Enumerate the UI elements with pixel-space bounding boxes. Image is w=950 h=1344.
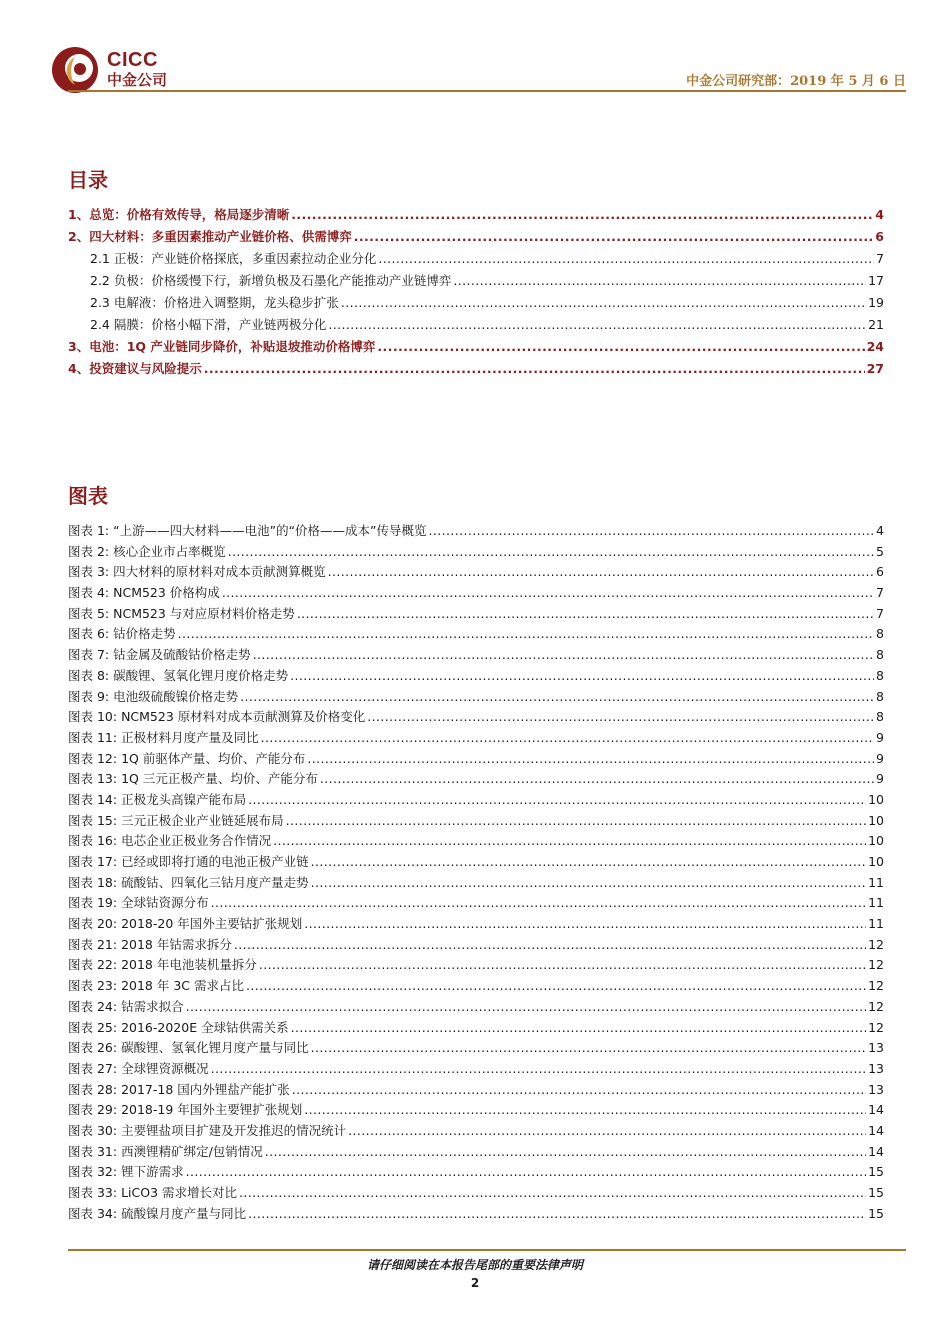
figure-entry-page: 10 bbox=[868, 791, 884, 807]
figure-entry[interactable] bbox=[68, 852, 884, 873]
dot-leader bbox=[291, 204, 873, 226]
dot-leader bbox=[186, 997, 867, 1018]
figure-entry[interactable] bbox=[68, 1080, 884, 1101]
toc-entry-label: 1、总览：价格有效传导，格局逐步清晰 bbox=[68, 207, 290, 222]
dot-leader bbox=[292, 1080, 866, 1101]
figure-entry-page: 8 bbox=[876, 688, 884, 704]
toc-entry[interactable] bbox=[68, 248, 884, 270]
toc-entry-page: 6 bbox=[875, 229, 884, 244]
figure-entry-page: 14 bbox=[868, 1143, 884, 1159]
toc-entry-label: 2.4 隔膜：价格小幅下滑，产业链两极分化 bbox=[90, 317, 327, 332]
figure-entry[interactable] bbox=[68, 997, 884, 1018]
dot-leader bbox=[211, 893, 867, 914]
dot-leader bbox=[311, 852, 867, 873]
dot-leader bbox=[239, 1183, 866, 1204]
dot-leader bbox=[228, 542, 874, 563]
toc-entry[interactable] bbox=[68, 336, 884, 358]
toc-entry[interactable] bbox=[68, 204, 884, 226]
table-of-contents bbox=[68, 204, 884, 380]
figure-entry-page: 15 bbox=[868, 1185, 884, 1200]
figure-entry-page: 13 bbox=[868, 1060, 884, 1076]
dot-leader bbox=[348, 1121, 866, 1142]
figure-entry-page: 7 bbox=[876, 605, 884, 621]
dot-leader bbox=[211, 1059, 867, 1080]
figure-entry-label: 图表 19: 全球钴资源分布 bbox=[68, 895, 209, 911]
dot-leader bbox=[341, 292, 866, 314]
dot-leader bbox=[248, 1204, 866, 1225]
figure-entry-label: 图表 7: 钴金属及硫酸钴价格走势 bbox=[68, 647, 251, 663]
dot-leader bbox=[204, 358, 865, 380]
figure-entry[interactable] bbox=[68, 769, 884, 790]
logo-text: CICC bbox=[107, 49, 158, 71]
figure-entry-label: 图表 34: 硫酸镍月度产量与同比 bbox=[68, 1205, 247, 1221]
logo-chinese-text: 中金公司 bbox=[107, 71, 168, 89]
figure-entry[interactable] bbox=[68, 1142, 884, 1163]
figure-entry-label: 图表 12: 1Q 前驱体产量、均价、产能分布 bbox=[68, 750, 306, 766]
toc-entry-label: 2.1 正极：产业链价格探底，多重因素拉动企业分化 bbox=[90, 251, 377, 266]
figure-entry[interactable] bbox=[68, 542, 884, 563]
figure-entry-label: 图表 21: 2018 年钴需求拆分 bbox=[68, 936, 232, 952]
dot-leader bbox=[265, 1142, 866, 1163]
dot-leader bbox=[328, 562, 874, 583]
figure-entry-page: 14 bbox=[868, 1102, 884, 1118]
dot-leader bbox=[311, 873, 867, 894]
legal-notice: 请仔细阅读在本报告尾部的重要法律声明 bbox=[366, 1258, 583, 1272]
dot-leader bbox=[240, 687, 874, 708]
figure-entry[interactable] bbox=[68, 604, 884, 625]
figure-entry-page: 13 bbox=[868, 1040, 884, 1056]
dot-leader bbox=[248, 790, 866, 811]
toc-entry-page: 17 bbox=[868, 273, 884, 288]
figure-entry[interactable] bbox=[68, 1100, 884, 1121]
toc-entry-label: 2.2 负极：价格缓慢下行，新增负极及石墨化产能推动产业链博弈 bbox=[90, 273, 452, 288]
dot-leader bbox=[453, 270, 866, 292]
figure-entry-label: 图表 5: NCM523 与对应原材料价格走势 bbox=[68, 605, 295, 621]
figure-entry[interactable] bbox=[68, 893, 884, 914]
figure-entry[interactable] bbox=[68, 976, 884, 997]
toc-entry[interactable] bbox=[68, 314, 884, 336]
figure-entry[interactable] bbox=[68, 873, 884, 894]
dot-leader bbox=[222, 583, 874, 604]
dot-leader bbox=[286, 811, 867, 832]
figure-entry-page: 14 bbox=[868, 1122, 884, 1138]
figure-entry[interactable] bbox=[68, 935, 884, 956]
figures-title: 图表 bbox=[68, 484, 108, 508]
figure-entry-label: 图表 10: NCM523 原材料对成本贡献测算及价格变化 bbox=[68, 709, 366, 725]
figure-entry-page: 8 bbox=[876, 667, 884, 683]
figure-entry-label: 图表 9: 电池级硫酸镍价格走势 bbox=[68, 688, 239, 704]
figure-entry-page: 8 bbox=[876, 647, 884, 663]
toc-entry-label: 3、电池：1Q 产业链同步降价，补贴退坡推动价格博弈 bbox=[68, 339, 376, 354]
figure-entry-label: 图表 32: 锂下游需求 bbox=[68, 1164, 184, 1180]
dot-leader bbox=[246, 976, 866, 997]
figure-entry-label: 图表 24: 钴需求拟合 bbox=[68, 998, 184, 1014]
toc-title: 目录 bbox=[68, 168, 108, 192]
toc-entry[interactable] bbox=[68, 270, 884, 292]
figure-entry-label: 图表 25: 2016-2020E 全球钴供需关系 bbox=[68, 1019, 289, 1035]
figure-entry[interactable] bbox=[68, 1204, 884, 1225]
dot-leader bbox=[297, 604, 874, 625]
figure-entry-label: 图表 31: 西澳锂精矿绑定/包销情况 bbox=[68, 1143, 263, 1159]
figure-entry-label: 图表 13: 1Q 三元正极产量、均价、产能分布 bbox=[68, 771, 318, 787]
figure-entry-page: 5 bbox=[876, 543, 884, 559]
report-date: 中金公司研究部：2019 年 5 月 6 日 bbox=[686, 74, 906, 89]
dot-leader bbox=[367, 707, 874, 728]
figure-entry-label: 图表 22: 2018 年电池装机量拆分 bbox=[68, 957, 257, 973]
figure-entry[interactable] bbox=[68, 1162, 884, 1183]
figure-entry[interactable] bbox=[68, 687, 884, 708]
figure-entry[interactable] bbox=[68, 521, 884, 542]
figure-entry-page: 11 bbox=[868, 874, 884, 890]
figure-entry-label: 图表 16: 电芯企业正极业务合作情况 bbox=[68, 833, 272, 849]
figure-entry[interactable] bbox=[68, 728, 884, 749]
figure-entry-label: 图表 23: 2018 年 3C 需求占比 bbox=[68, 978, 244, 994]
dot-leader bbox=[304, 914, 866, 935]
dot-leader bbox=[378, 248, 874, 270]
figure-entry-label: 图表 28: 2017-18 国内外锂盐产能扩张 bbox=[68, 1081, 290, 1097]
figure-entry-page: 9 bbox=[876, 729, 884, 745]
figure-entry[interactable] bbox=[68, 790, 884, 811]
figure-entry[interactable] bbox=[68, 624, 884, 645]
toc-entry-page: 27 bbox=[866, 361, 884, 376]
dot-leader bbox=[354, 226, 874, 248]
figure-entry-label: 图表 1: “上游——四大材料——电池”的“价格——成本”传导概览 bbox=[68, 523, 427, 538]
figure-entry-page: 8 bbox=[876, 626, 884, 642]
figure-entry-page: 15 bbox=[868, 1164, 884, 1180]
dot-leader bbox=[291, 1018, 867, 1039]
figure-entry[interactable] bbox=[68, 1121, 884, 1142]
figure-entry-label: 图表 30: 主要锂盐项目扩建及开发推迟的情况统计 bbox=[68, 1122, 347, 1138]
toc-entry-page: 19 bbox=[868, 295, 884, 310]
cicc-logo-icon bbox=[50, 45, 100, 95]
figure-entry-page: 10 bbox=[868, 812, 884, 828]
figure-entry-page: 7 bbox=[876, 585, 884, 601]
figure-entry-label: 图表 17: 已经或即将打通的电池正极产业链 bbox=[68, 854, 309, 869]
figure-entry-label: 图表 29: 2018-19 年国外主要锂扩张规划 bbox=[68, 1102, 303, 1118]
toc-entry-label: 4、投资建议与风险提示 bbox=[68, 361, 202, 376]
toc-entry-page: 21 bbox=[868, 317, 884, 332]
figure-entry-page: 4 bbox=[876, 523, 884, 538]
figure-entry-page: 12 bbox=[868, 978, 884, 994]
figure-entry-label: 图表 14: 正极龙头高镍产能布局 bbox=[68, 791, 247, 807]
figure-entry-label: 图表 6: 钴价格走势 bbox=[68, 626, 176, 642]
figure-list bbox=[68, 521, 884, 1224]
figure-entry-label: 图表 8: 碳酸锂、氢氧化锂月度价格走势 bbox=[68, 667, 289, 683]
dot-leader bbox=[259, 955, 866, 976]
figure-entry-label: 图表 33: LiCO3 需求增长对比 bbox=[68, 1185, 237, 1200]
figure-entry[interactable] bbox=[68, 666, 884, 687]
figure-entry-label: 图表 18: 硫酸钴、四氧化三钴月度产量走势 bbox=[68, 874, 309, 890]
dot-leader bbox=[186, 1162, 867, 1183]
figure-entry-page: 11 bbox=[868, 916, 884, 932]
figure-entry[interactable] bbox=[68, 749, 884, 770]
dot-leader bbox=[429, 521, 875, 542]
figure-entry-page: 12 bbox=[868, 957, 884, 973]
toc-entry[interactable] bbox=[68, 292, 884, 314]
figure-entry[interactable] bbox=[68, 707, 884, 728]
dot-leader bbox=[328, 314, 866, 336]
figure-entry-page: 13 bbox=[868, 1081, 884, 1097]
dot-leader bbox=[311, 1038, 867, 1059]
figure-entry-page: 10 bbox=[868, 854, 884, 869]
figure-entry-label: 图表 2: 核心企业市占率概览 bbox=[68, 543, 226, 559]
figure-entry[interactable] bbox=[68, 1059, 884, 1080]
toc-entry[interactable] bbox=[68, 358, 884, 380]
figure-entry-page: 10 bbox=[868, 833, 884, 849]
figure-entry[interactable] bbox=[68, 955, 884, 976]
figure-entry-page: 12 bbox=[868, 936, 884, 952]
figure-entry-page: 8 bbox=[876, 709, 884, 725]
figure-entry[interactable] bbox=[68, 831, 884, 852]
toc-entry-page: 4 bbox=[875, 207, 884, 222]
toc-entry-label: 2.3 电解液：价格进入调整期，龙头稳步扩张 bbox=[90, 295, 339, 310]
figure-entry[interactable] bbox=[68, 914, 884, 935]
figure-entry-page: 6 bbox=[876, 564, 884, 580]
figure-entry-label: 图表 4: NCM523 价格构成 bbox=[68, 585, 220, 601]
page-number: 2 bbox=[470, 1276, 480, 1290]
figure-entry-page: 9 bbox=[876, 750, 884, 766]
dot-leader bbox=[261, 728, 874, 749]
figure-entry[interactable] bbox=[68, 562, 884, 583]
toc-entry-page: 7 bbox=[876, 251, 884, 266]
figure-entry-label: 图表 20: 2018-20 年国外主要钴扩张规划 bbox=[68, 916, 303, 932]
figure-entry[interactable] bbox=[68, 1183, 884, 1204]
footer-divider bbox=[68, 1249, 906, 1251]
figure-entry-page: 9 bbox=[876, 771, 884, 787]
figure-entry-label: 图表 26: 碳酸锂、氢氧化锂月度产量与同比 bbox=[68, 1040, 309, 1056]
figure-entry[interactable] bbox=[68, 1018, 884, 1039]
figure-entry[interactable] bbox=[68, 645, 884, 666]
figure-entry-label: 图表 11: 正极材料月度产量及同比 bbox=[68, 729, 259, 745]
dot-leader bbox=[178, 624, 874, 645]
figure-entry[interactable] bbox=[68, 811, 884, 832]
dot-leader bbox=[290, 666, 874, 687]
dot-leader bbox=[273, 831, 866, 852]
figure-entry[interactable] bbox=[68, 1038, 884, 1059]
toc-entry-label: 2、四大材料：多重因素推动产业链价格、供需博弈 bbox=[68, 229, 352, 244]
dot-leader bbox=[253, 645, 874, 666]
figure-entry-page: 12 bbox=[868, 1019, 884, 1035]
figure-entry-page: 12 bbox=[868, 998, 884, 1014]
figure-entry-page: 15 bbox=[868, 1205, 884, 1221]
dot-leader bbox=[234, 935, 866, 956]
dot-leader bbox=[320, 769, 874, 790]
page-header bbox=[0, 0, 950, 100]
figure-entry-label: 图表 27: 全球锂资源概况 bbox=[68, 1060, 209, 1076]
toc-entry[interactable] bbox=[68, 226, 884, 248]
toc-entry-page: 24 bbox=[866, 339, 884, 354]
figure-entry[interactable] bbox=[68, 583, 884, 604]
dot-leader bbox=[377, 336, 864, 358]
figure-entry-label: 图表 3: 四大材料的原材料对成本贡献测算概览 bbox=[68, 564, 326, 580]
figure-entry-page: 11 bbox=[868, 895, 884, 911]
header-divider bbox=[68, 90, 906, 92]
dot-leader bbox=[304, 1100, 866, 1121]
dot-leader bbox=[307, 749, 874, 770]
figure-entry-label: 图表 15: 三元正极企业产业链延展布局 bbox=[68, 812, 284, 828]
